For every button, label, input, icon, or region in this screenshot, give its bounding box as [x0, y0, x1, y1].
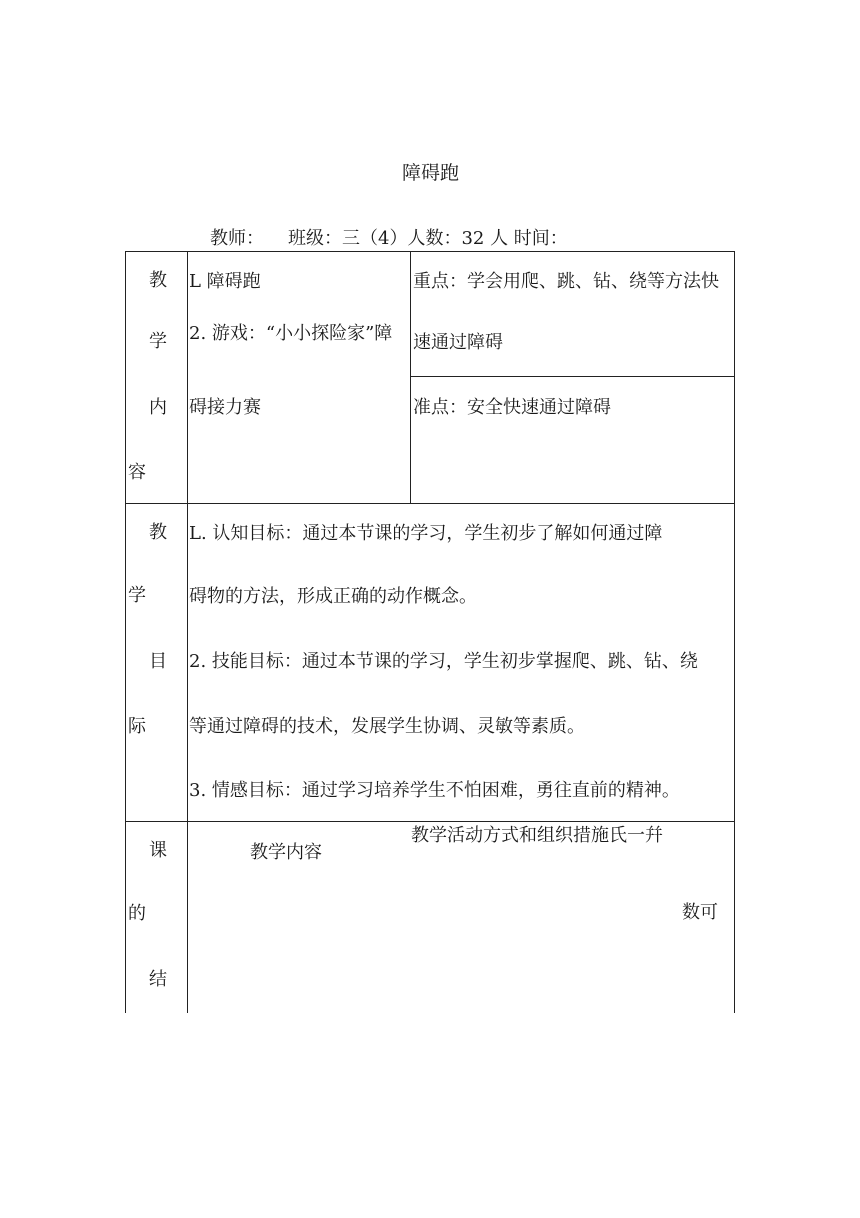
section3-label-char: 的	[128, 903, 146, 924]
section1-label-char: 教	[149, 270, 167, 291]
label-column-divider	[187, 251, 188, 1013]
table-border-top	[125, 251, 735, 252]
section1-label-char: 内	[149, 397, 167, 418]
class-info: 班级：三（4）人数：32 人 时间：	[288, 228, 568, 249]
content-item: L 障碍跑	[189, 271, 261, 292]
section1-column-divider	[410, 251, 411, 503]
key-point-line: 重点：学会用爬、跳、钻、绕等方法快	[413, 271, 719, 292]
objective-line: L. 认知目标：通过本节课的学习，学生初步了解如何通过障	[189, 523, 663, 544]
section2-label-char: 教	[149, 522, 167, 543]
objective-line: 3. 情感目标：通过学习培养学生不怕困难，勇往直前的精神。	[189, 780, 680, 801]
table-border-right	[734, 251, 735, 1013]
document-title: 障碍跑	[402, 162, 460, 184]
key-point-line: 速通过障碍	[413, 332, 503, 353]
info-line	[210, 229, 568, 249]
objective-line: 2. 技能目标：通过本节课的学习，学生初步掌握爬、跳、钻、绕	[189, 651, 698, 672]
objective-line: 碍物的方法，形成正确的动作概念。	[189, 586, 477, 607]
objective-line: 等通过障碍的技术，发展学生协调、灵敏等素质。	[189, 716, 585, 737]
content-item: 碍接力赛	[189, 397, 261, 418]
section1-label-char: 学	[149, 331, 167, 352]
table-border-left	[125, 251, 126, 1013]
section2-label-char: 目	[149, 651, 167, 672]
section3-label-char: 课	[149, 840, 167, 861]
section1-label-char: 容	[128, 462, 146, 483]
content-item: 2. 游戏：“小小探险家”障	[189, 323, 393, 344]
difficulty-point: 准点：安全快速通过障碍	[413, 397, 611, 418]
column-header-count: 数可	[682, 902, 718, 923]
section2-label-char: 际	[128, 716, 146, 737]
teacher-label: 教师：	[210, 228, 264, 249]
divider-key-difficulty	[411, 376, 735, 377]
divider-section1	[125, 503, 735, 504]
divider-section2	[125, 821, 735, 822]
section2-label-char: 学	[128, 585, 146, 606]
section3-label-char: 结	[149, 969, 167, 990]
column-header-activity: 教学活动方式和组织措施氏一幷	[411, 825, 663, 846]
column-header-content: 教学内容	[250, 842, 322, 863]
